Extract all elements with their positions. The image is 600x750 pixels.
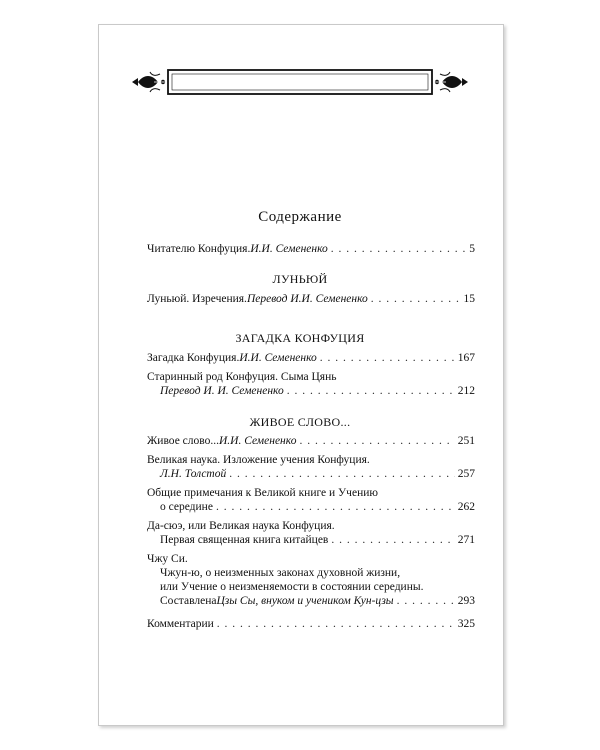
toc-entry-ancient-line1[interactable]: Старинный род Конфуция. Сыма Цянь [147, 371, 337, 383]
page-number: 251 [457, 435, 475, 447]
toc-entry-notes[interactable] [160, 501, 475, 516]
toc-entry-riddle[interactable] [147, 352, 475, 367]
entry-title: Луньюй. Изречения. [147, 293, 247, 305]
section-heading-riddle: ЗАГАДКА КОНФУЦИЯ [235, 331, 365, 345]
toc-entry-ancient[interactable] [160, 385, 475, 400]
page-number: 167 [457, 352, 475, 364]
entry-author: И.И. Семененко [219, 435, 297, 447]
page-number: 257 [457, 468, 475, 480]
toc-entry-zhuxi-line3: или Учение о неизменяемости в состоянии середины. [160, 581, 424, 593]
entry-title: Составлена [160, 595, 217, 607]
decorative-frame-ornament [130, 66, 470, 98]
page-number: 15 [463, 293, 475, 305]
entry-title: Читателю Конфуция. [147, 243, 251, 255]
entry-author: И.И. Семененко [250, 243, 328, 255]
entry-title: Первая священная книга китайцев [160, 534, 329, 546]
page-number: 5 [469, 243, 475, 255]
toc-entry-zhuxi-line1[interactable]: Чжу Си. [147, 553, 188, 565]
page-number: 271 [457, 534, 475, 546]
entry-author: Перевод И. И. Семененко [160, 385, 284, 397]
toc-entry-reader[interactable] [147, 243, 475, 258]
section-heading-living: ЖИВОЕ СЛОВО... [249, 415, 351, 429]
entry-author: И.И. Семененко [239, 352, 317, 364]
entry-title: Комментарии [147, 618, 214, 630]
entry-title: Живое слово... [147, 435, 219, 447]
toc-entry-daxue[interactable] [160, 534, 475, 549]
section-heading-lunyu: ЛУНЬЮЙ [272, 272, 328, 286]
page-number: 293 [457, 595, 475, 607]
page-number: 325 [457, 618, 475, 630]
toc-entry-lunyu[interactable] [147, 293, 475, 308]
toc-entry-zhuxi[interactable] [160, 595, 475, 610]
toc-entry-great-line1[interactable]: Великая наука. Изложение учения Конфуция. [147, 454, 370, 466]
toc-entry-living[interactable] [147, 435, 475, 450]
entry-author: Перевод И.И. Семененко [246, 293, 368, 305]
toc-entry-notes-line1[interactable]: Общие примечания к Великой книге и Учению [147, 487, 378, 499]
entry-title: Загадка Конфуция. [147, 352, 240, 364]
page-number: 262 [457, 501, 475, 513]
toc-entry-great[interactable] [160, 468, 475, 483]
entry-author: Цзы Сы, внуком и учеником Кун-цзы [216, 595, 394, 607]
entry-author: Л.Н. Толстой [160, 468, 227, 480]
toc-title: Содержание [258, 209, 342, 225]
toc-entry-zhuxi-line2: Чжун-ю, о неизменных законах духовной жизни, [160, 567, 401, 579]
toc-entry-comments[interactable] [147, 618, 475, 633]
page-number: 212 [457, 385, 475, 397]
entry-title: о середине [160, 501, 213, 513]
toc-entry-daxue-line1[interactable]: Да-сюэ, или Великая наука Конфуция. [147, 520, 335, 532]
